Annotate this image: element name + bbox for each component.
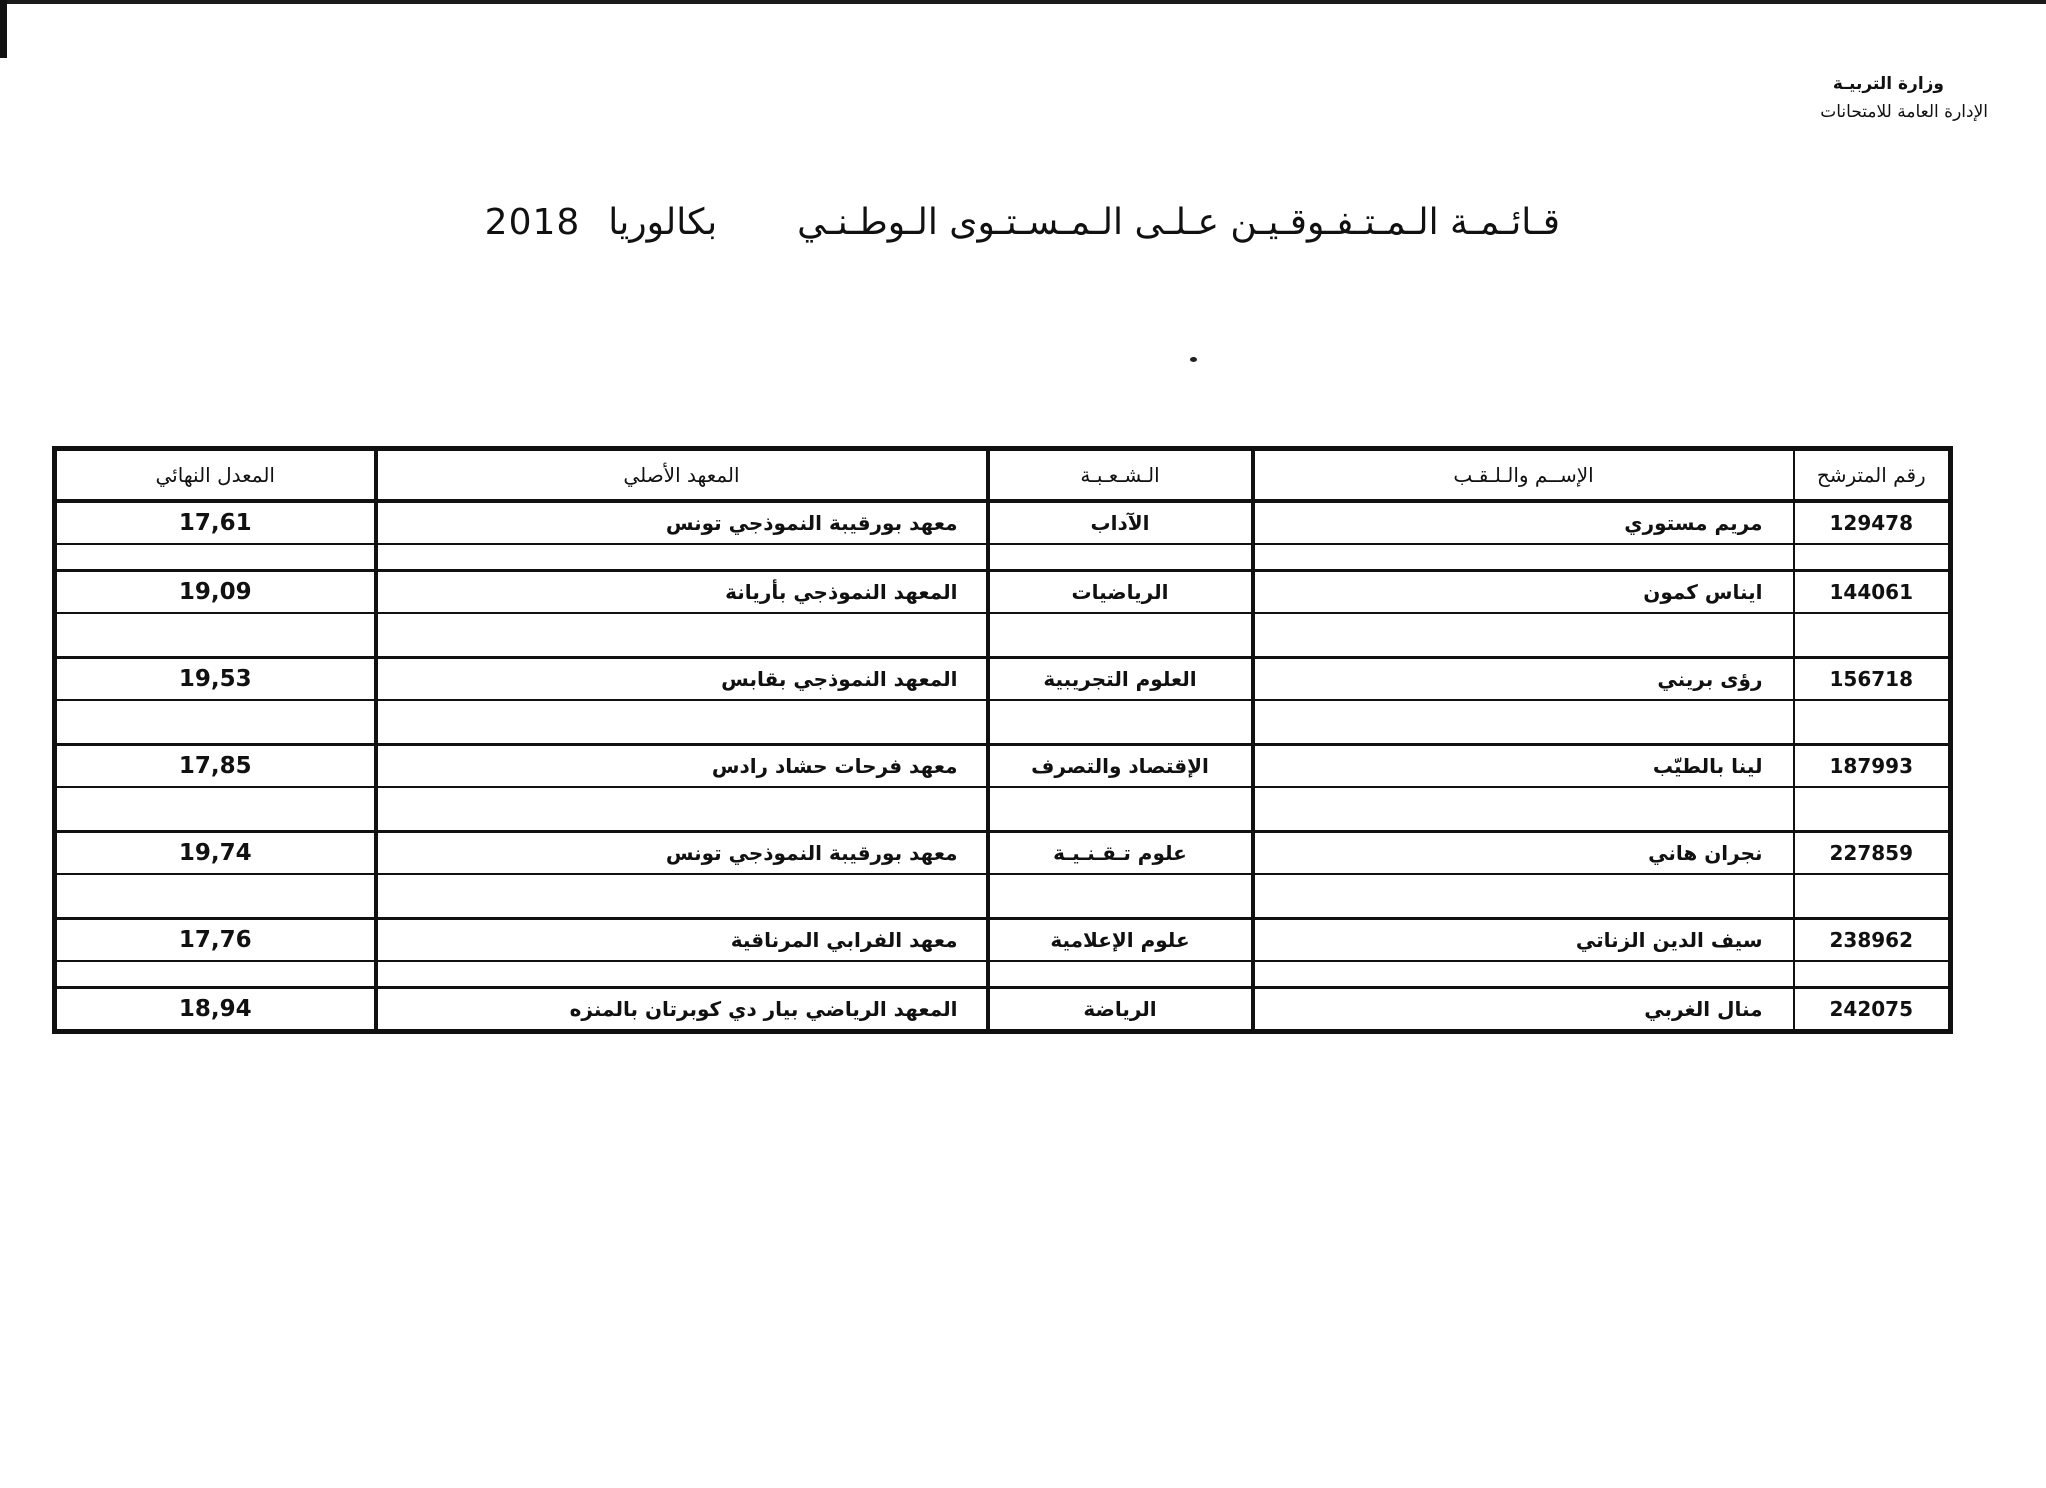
- cell-candidate-id: 238962: [1794, 919, 1951, 962]
- title-exam-year: [485, 202, 717, 243]
- cell-branch: الآداب: [988, 501, 1253, 544]
- cell-school: معهد فرحات حشاد رادس: [376, 745, 988, 788]
- title-year: 2018: [484, 201, 581, 243]
- spacer-row: [55, 613, 1951, 658]
- cell-school: المعهد الرياضي بيار دي كوبرتان بالمنزه: [376, 988, 988, 1032]
- ministry-header: [1768, 70, 1988, 126]
- cell-candidate-id: 242075: [1794, 988, 1951, 1032]
- cell-branch: الرياضة: [988, 988, 1253, 1032]
- cell-name: منال الغربي: [1253, 988, 1794, 1032]
- table-row: [55, 501, 1951, 544]
- cell-branch: علوم تـقـنـيـة: [988, 832, 1253, 875]
- ministry-name: وزارة التربيـة: [1832, 74, 1944, 94]
- cell-average: 17,76: [55, 919, 376, 962]
- cell-candidate-id: 144061: [1794, 571, 1951, 614]
- cell-school: معهد بورقيبة النموذجي تونس: [376, 501, 988, 544]
- table-row: [55, 658, 1951, 701]
- table-row: [55, 571, 1951, 614]
- cell-branch: الرياضيات: [988, 571, 1253, 614]
- cell-average: 19,53: [55, 658, 376, 701]
- scan-edge-left: [0, 0, 7, 58]
- department-name: الإدارة العامة للامتحانات: [1820, 102, 1988, 122]
- table-header-row: [55, 449, 1951, 502]
- cell-school: المعهد النموذجي بقابس: [376, 658, 988, 701]
- cell-average: 18,94: [55, 988, 376, 1032]
- cell-name: سيف الدين الزناتي: [1253, 919, 1794, 962]
- results-table: [52, 446, 1953, 1034]
- cell-name: رؤى بريني: [1253, 658, 1794, 701]
- cell-average: 19,74: [55, 832, 376, 875]
- cell-candidate-id: 187993: [1794, 745, 1951, 788]
- cell-average: 17,61: [55, 501, 376, 544]
- cell-average: 17,85: [55, 745, 376, 788]
- spacer-row: [55, 874, 1951, 919]
- spacer-row: [55, 787, 1951, 832]
- cell-branch: العلوم التجريبية: [988, 658, 1253, 701]
- header-name: الإســم والـلـقـب: [1253, 449, 1794, 502]
- spacer-row: [55, 544, 1951, 571]
- cell-candidate-id: 227859: [1794, 832, 1951, 875]
- table-row: [55, 745, 1951, 788]
- cell-school: معهد بورقيبة النموذجي تونس: [376, 832, 988, 875]
- table-row: [55, 919, 1951, 962]
- cell-school: المعهد النموذجي بأريانة: [376, 571, 988, 614]
- page-title: [484, 192, 1560, 252]
- scan-speck: [1190, 357, 1197, 362]
- cell-candidate-id: 156718: [1794, 658, 1951, 701]
- header-branch: الـشـعـبـة: [988, 449, 1253, 502]
- title-exam: بكالوريا: [608, 201, 718, 243]
- scan-edge-top: [0, 0, 2046, 4]
- cell-name: لينا بالطيّب: [1253, 745, 1794, 788]
- header-candidate-id: رقم المترشح: [1794, 449, 1951, 502]
- cell-name: ايناس كمون: [1253, 571, 1794, 614]
- cell-name: نجران هاني: [1253, 832, 1794, 875]
- cell-name: مريم مستوري: [1253, 501, 1794, 544]
- spacer-row: [55, 700, 1951, 745]
- header-school: المعهد الأصلي: [376, 449, 988, 502]
- header-average: المعدل النهائي: [55, 449, 376, 502]
- table-row: [55, 832, 1951, 875]
- table-row: [55, 988, 1951, 1032]
- results-table-wrapper: [52, 446, 1948, 1034]
- cell-candidate-id: 129478: [1794, 501, 1951, 544]
- cell-average: 19,09: [55, 571, 376, 614]
- spacer-row: [55, 961, 1951, 988]
- cell-branch: علوم الإعلامية: [988, 919, 1253, 962]
- cell-school: معهد الفرابي المرناقية: [376, 919, 988, 962]
- cell-branch: الإقتصاد والتصرف: [988, 745, 1253, 788]
- title-main: قـائـمـة الـمـتـفـوقـيـن عـلـى الـمـسـتـوى الـوطـنـي: [797, 201, 1560, 243]
